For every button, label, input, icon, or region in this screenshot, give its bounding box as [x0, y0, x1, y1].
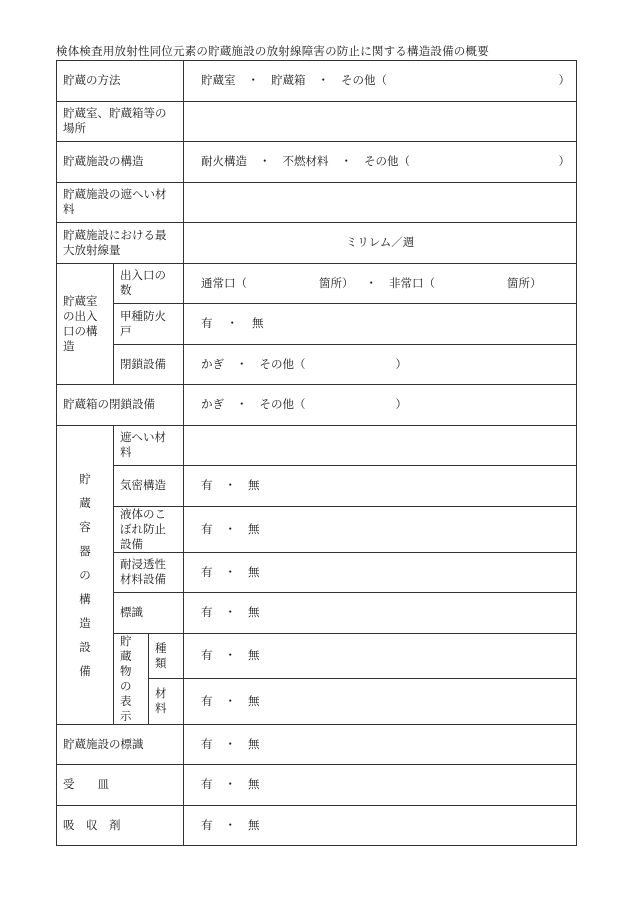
group-char: 造	[79, 615, 91, 630]
box-lock-label: 貯蔵箱の閉鎖設備	[57, 385, 184, 426]
lock-opt-key: かぎ	[201, 356, 224, 371]
box-lock-opt-other: その他（	[259, 397, 306, 412]
no-option: 無	[248, 564, 260, 579]
group-char: 器	[79, 543, 91, 558]
separator-dot: ・	[247, 73, 259, 88]
entrance-normal-unit: 箇所）	[319, 275, 354, 290]
yes-option: 有	[201, 316, 213, 331]
close-paren: ）	[395, 356, 407, 371]
storage-method-label: 貯蔵の方法	[57, 61, 184, 102]
row-container-sign	[57, 593, 577, 634]
group-char: 貯	[79, 471, 91, 486]
storage-method-opt-room: 貯蔵室	[201, 73, 236, 88]
location-value	[184, 101, 577, 142]
separator-dot: ・	[224, 817, 236, 832]
structure-label: 貯蔵施設の構造	[57, 142, 184, 183]
spill-value	[184, 506, 577, 552]
separator-dot: ・	[224, 605, 236, 620]
no-option: 無	[248, 736, 260, 751]
row-tray	[57, 765, 577, 806]
no-option: 無	[248, 693, 260, 708]
tray-value	[184, 765, 577, 806]
airtight-label: 気密構造	[114, 466, 184, 507]
separator-dot: ・	[226, 316, 238, 331]
separator-dot: ・	[224, 648, 236, 663]
close-paren: ）	[558, 73, 570, 88]
row-storage-method	[57, 61, 577, 102]
box-lock-opt-key: かぎ	[201, 397, 224, 412]
container-shield-value	[184, 425, 577, 466]
absorbent-value	[184, 805, 577, 846]
row-display-kind	[57, 633, 577, 679]
location-label: 貯蔵室、貯蔵箱等の場所	[57, 101, 184, 142]
separator-dot: ・	[224, 478, 236, 493]
separator-dot: ・	[317, 73, 329, 88]
row-entrance-count	[57, 263, 577, 304]
separator-dot: ・	[224, 521, 236, 536]
storage-method-value	[184, 61, 577, 102]
lock-opt-other: その他（	[259, 356, 306, 371]
material-label: 材料	[149, 679, 184, 725]
entrance-emergency-unit: 箇所）	[507, 275, 542, 290]
container-sign-label: 標識	[114, 593, 184, 634]
no-option: 無	[248, 817, 260, 832]
kind-label: 種類	[149, 633, 184, 679]
structure-form-table	[56, 60, 577, 846]
yes-option: 有	[201, 693, 213, 708]
entrance-lock-value	[184, 344, 577, 385]
close-paren: ）	[558, 154, 570, 169]
entrance-lock-label: 閉鎖設備	[114, 344, 184, 385]
container-group-label	[57, 425, 114, 724]
separator-dot: ・	[224, 777, 236, 792]
facility-sign-value	[184, 724, 577, 765]
structure-value	[184, 142, 577, 183]
separator-dot: ・	[340, 154, 352, 169]
row-structure	[57, 142, 577, 183]
entrance-count-label: 出入口の数	[114, 263, 184, 304]
row-fire-door	[57, 304, 577, 345]
separator-dot: ・	[365, 275, 377, 290]
shielding-label: 貯蔵施設の遮へい材料	[57, 182, 184, 223]
material-value	[184, 679, 577, 725]
close-paren: ）	[395, 397, 407, 412]
separator-dot: ・	[224, 693, 236, 708]
container-shield-label: 遮へい材料	[114, 425, 184, 466]
row-location	[57, 101, 577, 142]
separator-dot: ・	[236, 356, 248, 371]
container-group-chars	[57, 467, 113, 683]
row-absorbent	[57, 805, 577, 846]
row-shielding	[57, 182, 577, 223]
group-char: 蔵	[79, 495, 91, 510]
box-lock-value	[184, 385, 577, 426]
no-option: 無	[248, 777, 260, 792]
shielding-value	[184, 182, 577, 223]
entrance-count-value	[184, 263, 577, 304]
impermeable-label: 耐浸透性材料設備	[114, 552, 184, 593]
separator-dot: ・	[259, 154, 271, 169]
row-container-impermeable	[57, 552, 577, 593]
yes-option: 有	[201, 605, 213, 620]
container-sign-value	[184, 593, 577, 634]
no-option: 無	[252, 316, 264, 331]
spill-label: 液体のこぼれ防止設備	[114, 506, 184, 552]
no-option: 無	[248, 605, 260, 620]
group-char: 容	[79, 519, 91, 534]
group-char: の	[79, 567, 91, 582]
yes-option: 有	[201, 777, 213, 792]
fire-door-label: 甲種防火戸	[114, 304, 184, 345]
row-container-airtight	[57, 466, 577, 507]
entrance-normal: 通常口（	[201, 275, 247, 290]
no-option: 無	[248, 521, 260, 536]
entrance-group-label: 貯蔵室の出入口の構造	[57, 263, 114, 385]
row-box-lock	[57, 385, 577, 426]
structure-opt-fireproof: 耐火構造	[201, 154, 247, 169]
yes-option: 有	[201, 817, 213, 832]
yes-option: 有	[201, 648, 213, 663]
storage-method-opt-other: その他（	[341, 73, 387, 88]
separator-dot: ・	[224, 736, 236, 751]
separator-dot: ・	[224, 564, 236, 579]
separator-dot: ・	[236, 397, 248, 412]
kind-value	[184, 633, 577, 679]
group-char: 備	[79, 663, 91, 678]
document-title: 検体検査用放射性同位元素の貯蔵施設の放射線障害の防止に関する構造設備の概要	[56, 44, 489, 58]
facility-sign-label: 貯蔵施設の標識	[57, 724, 184, 765]
no-option: 無	[248, 648, 260, 663]
structure-opt-noncombustible: 不燃材料	[282, 154, 329, 169]
row-facility-sign	[57, 724, 577, 765]
row-max-dose	[57, 223, 577, 264]
no-option: 無	[248, 478, 260, 493]
yes-option: 有	[201, 478, 213, 493]
max-dose-unit: ミリレム／週	[184, 223, 577, 264]
impermeable-value	[184, 552, 577, 593]
group-char: 設	[79, 639, 91, 654]
row-container-spill	[57, 506, 577, 552]
airtight-value	[184, 466, 577, 507]
structure-opt-other: その他（	[364, 154, 410, 169]
display-label: 貯蔵物の表示	[114, 633, 149, 724]
max-dose-label: 貯蔵施設における最大放射線量	[57, 223, 184, 264]
tray-label: 受 皿	[57, 765, 184, 806]
storage-method-opt-box: 貯蔵箱	[271, 73, 306, 88]
yes-option: 有	[201, 521, 213, 536]
row-container-shield	[57, 425, 577, 466]
yes-option: 有	[201, 564, 213, 579]
fire-door-value	[184, 304, 577, 345]
entrance-emergency: 非常口（	[389, 275, 435, 290]
group-char: 構	[79, 591, 91, 606]
yes-option: 有	[201, 736, 213, 751]
absorbent-label: 吸 収 剤	[57, 805, 184, 846]
row-entrance-lock	[57, 344, 577, 385]
